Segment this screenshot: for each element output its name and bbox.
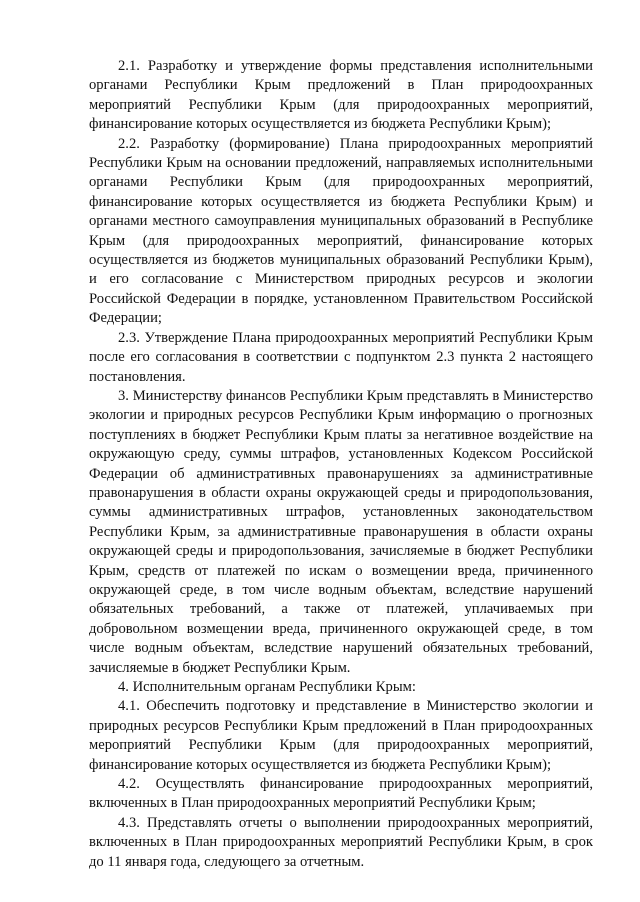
- paragraph-4-3: 4.3. Представлять отчеты о выполнении природоохранных мероприятий, включенных в План природоохранных мероприятий Республики Крым, в срок до 11 января года, следующего за отчетным.: [89, 814, 593, 870]
- document-page: [89, 57, 593, 872]
- paragraph-2-1: 2.1. Разработку и утверждение формы представления исполнительными органами Республики Крым предложений в План природоохранных мероприятий Республики Крым (для природоохранных мероприятий, финансирование которых осуществляется из бюджета Республики Крым);: [89, 58, 593, 133]
- paragraph-3: 3. Министерству финансов Республики Крым представлять в Министерство экологии и природных ресурсов Республики Крым информацию о прогнозных поступлениях в бюджет Республики Крым платы за негативное воздействие на окружающую среду, суммы штрафов, установленных Кодексом Российской Федерации об административных правонарушениях за административные правонарушения в области охраны окружающей среды и природопользования, суммы административных штрафов, установленных законодательством Республики Крым, за административные правонарушения в области охраны окружающей среды и природопользования, зачисляемые в бюджет Республики Крым, средств от платежей по искам о возмещении вреда, причиненного окружающей среде, в том числе водным объектам, вследствие нарушений обязательных требований, а также от платежей, уплачиваемых при добровольном возмещении вреда, причиненного окружающей среде, в том числе водным объектам, вследствие нарушений обязательных требований, зачисляемые в бюджет Республики Крым.: [89, 387, 593, 676]
- paragraph-4-2: 4.2. Осуществлять финансирование природоохранных мероприятий, включенных в План природоохранных мероприятий Республики Крым;: [89, 776, 593, 812]
- paragraph-2-2: 2.2. Разработку (формирование) Плана природоохранных мероприятий Республики Крым на основании предложений, направляемых исполнительными органами Республики Крым (для природоохранных мероприятий, финансирование которых осуществляется из бюджета Республики Крым) и органами местного самоуправления муниципальных образований в Республике Крым (для природоохранных мероприятий, финансирование которых осуществляется из бюджетов муниципальных образований Республики Крым), и его согласование с Министерством природных ресурсов и экологии Российской Федерации в порядке, установленном Правительством Российской Федерации;: [89, 135, 593, 327]
- paragraph-2-3: 2.3. Утверждение Плана природоохранных мероприятий Республики Крым после его согласования в соответствии с подпунктом 2.3 пункта 2 настоящего постановления.: [89, 329, 593, 385]
- paragraph-4: 4. Исполнительным органам Республики Крым:: [118, 679, 416, 695]
- paragraph-4-1: 4.1. Обеспечить подготовку и представление в Министерство экологии и природных ресурсов Республики Крым предложений в План природоохранных мероприятий Республики Крым (для природоохранных мероприятий, финансирование которых осуществляется из бюджета Республики Крым);: [89, 698, 593, 773]
